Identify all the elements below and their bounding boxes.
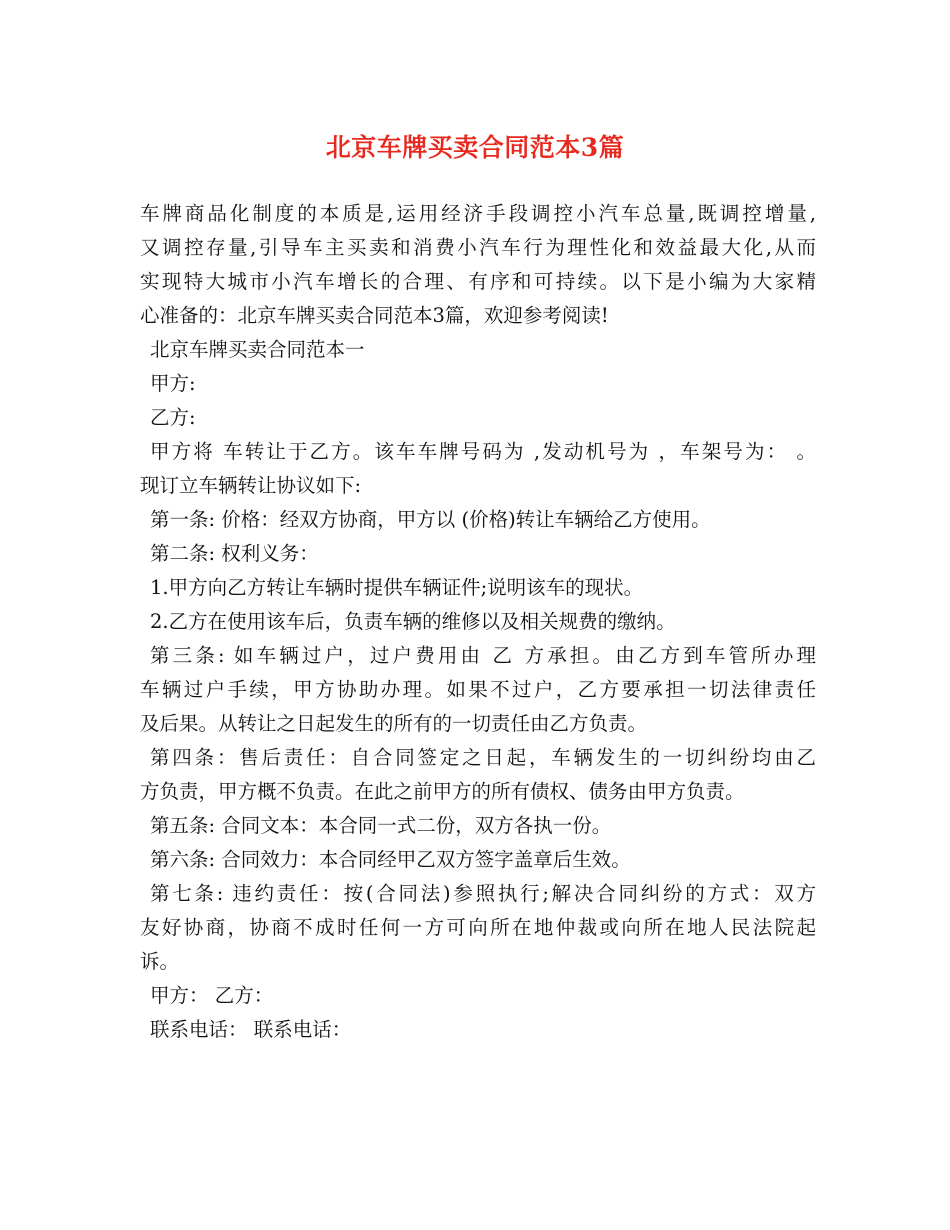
section-heading: 北京车牌买卖合同范本一: [150, 338, 365, 361]
party-b-label: 乙方:: [150, 406, 196, 429]
phone-line: 联系电话： 联系电话：: [150, 1018, 352, 1041]
document-body: [140, 197, 816, 1047]
clause-line: 第一条: 价格：经双方协商，甲方以 (价格)转让车辆给乙方使用。: [150, 508, 711, 531]
clause-line: 第三条: 如车辆过户，过户费用由 乙 方承担。由乙方到车管所办理: [150, 644, 816, 667]
document-title: 北京车牌买卖合同范本3篇: [325, 133, 625, 162]
clause-line: 车辆过户手续，甲方协助办理。如果不过户，乙方要承担一切法律责任: [140, 678, 816, 701]
paragraph-line: 甲方将 车转让于乙方。该车车牌号码为 ,发动机号为 ，车架号为： 。: [150, 440, 816, 463]
paragraph-line: 实现特大城市小汽车增长的合理、有序和可持续。以下是小编为大家精: [140, 270, 816, 293]
paragraph-line: 现订立车辆转让协议如下:: [140, 474, 362, 497]
clause-line: 友好协商，协商不成时任何一方可向所在地仲裁或向所在地人民法院起: [140, 916, 816, 939]
clause-line: 方负责，甲方概不负责。在此之前甲方的所有债权、债务由甲方负责。: [140, 780, 745, 803]
clause-line: 第七条: 违约责任：按(合同法)参照执行;解决合同纠纷的方式：双方: [150, 882, 816, 905]
paragraph-line: 又调控存量,引导车主买卖和消费小汽车行为理性化和效益最大化,从而: [140, 236, 816, 259]
clause-line: 第六条: 合同效力：本合同经甲乙双方签字盖章后生效。: [150, 848, 631, 871]
clause-line: 及后果。从转让之日起发生的所有的一切责任由乙方负责。: [140, 712, 648, 735]
paragraph-line: 心准备的：北京车牌买卖合同范本3篇，欢迎参考阅读!: [140, 304, 609, 327]
clause-line: 第二条: 权利义务：: [150, 542, 319, 565]
party-a-label: 甲方:: [150, 372, 196, 395]
clause-line: 1.甲方向乙方转让车辆时提供车辆证件;说明该车的现状。: [150, 576, 644, 599]
clause-line: 诉。: [140, 950, 180, 973]
clause-line: 第四条：售后责任：自合同签定之日起，车辆发生的一切纠纷均由乙: [150, 746, 816, 769]
paragraph-line: 车牌商品化制度的本质是,运用经济手段调控小汽车总量,既调控增量,: [140, 202, 816, 225]
clause-line: 第五条: 合同文本：本合同一式二份，双方各执一份。: [150, 814, 612, 837]
clause-line: 2.乙方在使用该车后，负责车辆的维修以及相关规费的缴纳。: [150, 610, 676, 633]
signature-line: 甲方： 乙方：: [150, 984, 274, 1007]
